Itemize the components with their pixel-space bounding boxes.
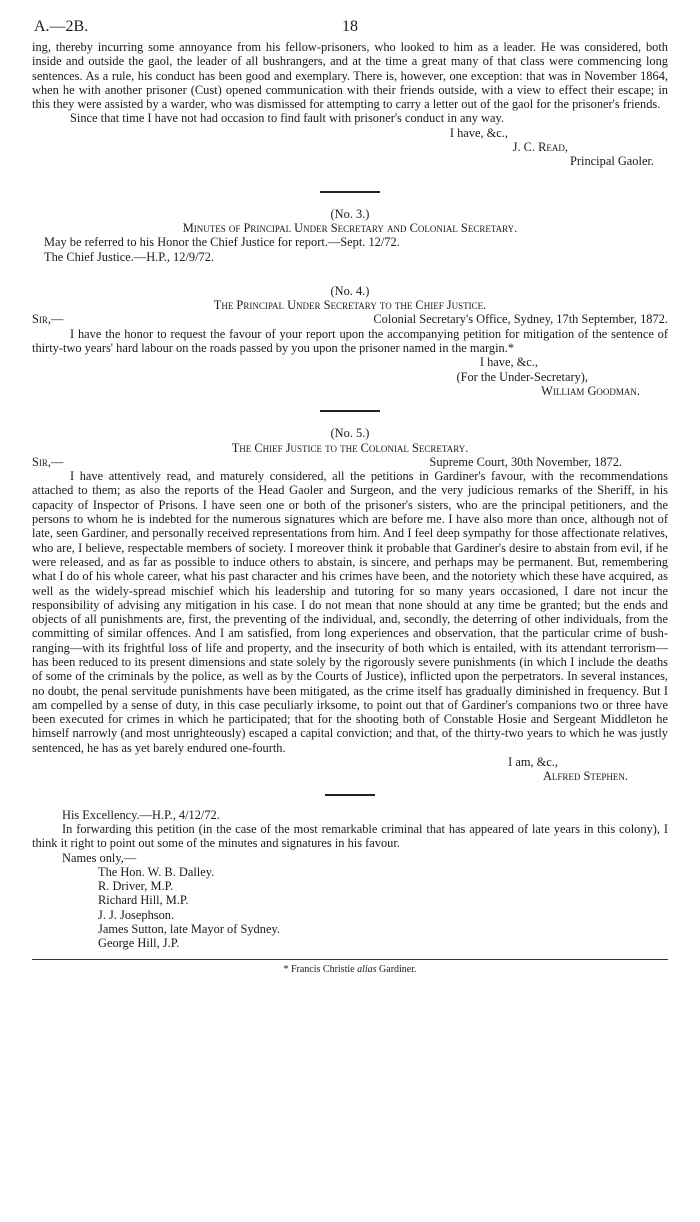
continuation-paragraph-2: Since that time I have not had occasion to find fault with prisoner's conduct in any way.: [70, 111, 504, 126]
document-reference: A.—2B.: [34, 18, 89, 35]
doc-number-5: (No. 5.): [330, 426, 370, 441]
signer: J. C. Read,: [512, 140, 568, 155]
closing: I am, &c.,: [508, 755, 558, 770]
minute-line-2: The Chief Justice.—H.P., 12/9/72.: [44, 249, 215, 264]
letter-body: I have the honor to request the favour of your report upon the accompanying petition for mitigation of the sentence of thirty-two years' hard labour on the roads passed by you upon the prisoner named in the margin.*: [32, 326, 668, 356]
doc-number-4: (No. 4.): [330, 283, 370, 298]
minute-line: His Excellency.—H.P., 4/12/72.: [62, 807, 220, 822]
list-item: George Hill, J.P.: [98, 936, 180, 951]
closing: I have, &c.,: [449, 125, 508, 140]
minute-body: In forwarding this petition (in the case of the most remarkable criminal that has appeared of late years in this colony), I think it right to point out some of the minutes and signatures in his favour.: [32, 821, 668, 851]
names-label: Names only,—: [62, 850, 137, 865]
footnote: [32, 964, 668, 975]
page-number: 18: [342, 18, 358, 35]
list-item: R. Driver, M.P.: [98, 879, 174, 894]
doc-heading-4: The Principal Under Secretary to the Chief Justice.: [213, 298, 487, 313]
signer: Alfred Stephen.: [542, 769, 628, 784]
footnote-alias: alias: [357, 963, 377, 975]
sender-address: Supreme Court, 30th November, 1872.: [429, 454, 622, 469]
page-header: [32, 0, 668, 40]
list-item: J. J. Josephson.: [98, 907, 175, 922]
signer: William Goodman.: [541, 383, 640, 398]
closing: I have, &c.,: [479, 355, 538, 370]
salutation-line: [32, 455, 668, 469]
list-item: The Hon. W. B. Dalley.: [98, 864, 215, 879]
salutation-line: [32, 312, 668, 326]
salutation: Sir,—: [32, 312, 64, 327]
doc-heading-5: The Chief Justice to the Colonial Secretary.: [231, 440, 469, 455]
doc-number-3: (No. 3.): [330, 206, 370, 221]
signer-title: Principal Gaoler.: [570, 154, 654, 169]
footnote-rule: [32, 959, 668, 960]
salutation: Sir,—: [32, 454, 64, 469]
list-item: Richard Hill, M.P.: [98, 893, 189, 908]
footnote-text: * Francis Christie: [283, 963, 355, 975]
names-list: [32, 865, 668, 951]
sender-address: Colonial Secretary's Office, Sydney, 17th September, 1872.: [373, 312, 668, 327]
minute-line-1: May be referred to his Honor the Chief Justice for report.—Sept. 12/72.: [44, 235, 400, 250]
doc-heading-3: Minutes of Principal Under Secretary and Colonial Secretary.: [182, 220, 518, 235]
letter-body: I have attentively read, and maturely considered, all the petitions in Gardiner's favour, with the recommendations attached to them; as also the reports of the Head Gaoler and Surgeon, and the very judicious remarks of the Sheriff, in his capacity of Inspector of Prisons. I have seen one or both of the prisoner's sisters, who are the principal petitioners, and the persons to whom he is indebted for the numerous signatures which are before me. I have also more than once, although not of late, seen Gardiner, and personally received representations from him. And I feel deep sympathy for those affectionate relatives, who are, I believe, respectable members of society. I moreover think it probable that Gardiner's desire to abstain from evil, if he were released, and as far as possible to induce others to abstain, is sincere, and perhaps may be permanent. But, remembering what I do of his whole career, what his past character and his crimes have been, and the notoriety which these have acquired, as well as the widely-spread mischief which his leadership and tutoring for so many years occasioned, I dare not incur the responsibility of advising any mitigation in his case. I do not mean that none should at any time be granted; but the ends and objects of all punishments are, first, the preventing of the individual, and, secondly, the deterring of other individuals, from the committing of similar offences. And I am satisfied, from long experiences and observation, that the particular crime of bush-ranging—with its frightful loss of life and property, and the insecurity of both which is entailed, with its attendant terrorism—has been reduced to its present dimensions and state solely by the rigorously severe punishments (in which I include the deaths of some of the criminals by the police, as well as by the Courts of Justice), inflicted upon the perpetrators. In several instances, no doubt, the penal servitude punishments have been mitigated, as the crime itself has gradually diminished in frequency. But I am compelled by a sense of duty, in this case peculiarly irksome, to point out that of Gardiner's companions two or three have been executed for crimes in which he participated; that for the shooting both of Constable Hosie and Sergeant Middleton he himself narrowly (and most unrighteously) escaped a capital conviction; and that, of the thirty-two years to which he was justly sentenced, he has as yet barely endured one-fourth.: [32, 469, 668, 755]
list-item: James Sutton, late Mayor of Sydney.: [98, 922, 280, 937]
footnote-name: Gardiner.: [379, 963, 417, 975]
for-line: (For the Under-Secretary),: [456, 369, 588, 384]
continuation-paragraph: ing, thereby incurring some annoyance from his fellow-prisoners, who looked to him as a leader. He was considered, both inside and outside the gaol, the leader of all bushrangers, and at the time a great many of that class were commencing long sentences. As a rule, his conduct has been good and exemplary. There is, however, one exception: that was in November 1864, when he with another prisoner (Cust) opened communication with their friends outside, with a view to effect their escape; in this they were assisted by a warder, who was dismissed for attempting to carry a letter out of the gaol for the prisoner's friends.: [32, 40, 668, 112]
document-page: [32, 0, 668, 975]
